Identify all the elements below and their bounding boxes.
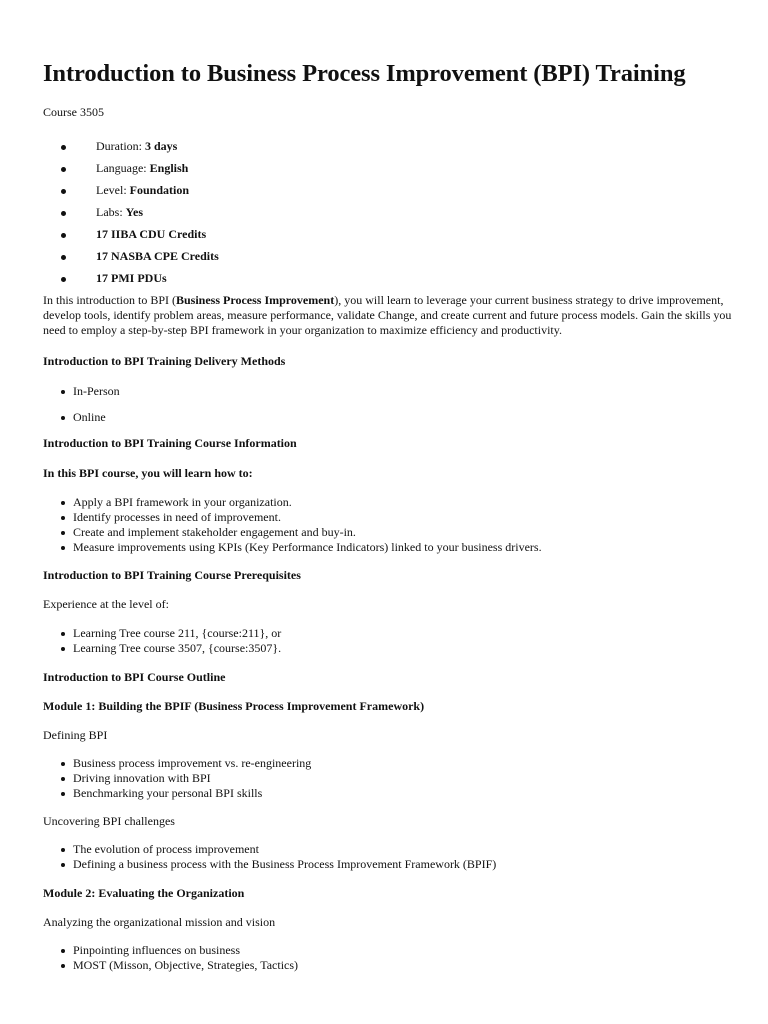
list-item: The evolution of process improvement (43, 842, 733, 857)
meta-duration: Duration: 3 days (43, 139, 733, 154)
learn-heading: In this BPI course, you will learn how to: (43, 466, 253, 480)
module-2-list-1 (43, 943, 733, 973)
list-item: MOST (Misson, Objective, Strategies, Tactics) (43, 958, 733, 973)
list-item: Learning Tree course 3507, {course:3507}. (43, 641, 733, 656)
meta-labs: Labs: Yes (43, 205, 733, 220)
prereq-intro: Experience at the level of: (43, 597, 169, 611)
list-item: Identify processes in need of improvement. (43, 510, 733, 525)
meta-pmi-pdus: 17 PMI PDUs (43, 271, 733, 286)
list-item: Defining a business process with the Business Process Improvement Framework (BPIF) (43, 857, 733, 872)
list-item: Measure improvements using KPIs (Key Performance Indicators) linked to your business drivers. (43, 540, 733, 555)
meta-iiba-credits: 17 IIBA CDU Credits (43, 227, 733, 242)
delivery-heading: Introduction to BPI Training Delivery Methods (43, 354, 286, 368)
list-item: Business process improvement vs. re-engineering (43, 756, 733, 771)
module-1-list-2 (43, 842, 733, 872)
meta-nasba-credits: 17 NASBA CPE Credits (43, 249, 733, 264)
list-item: In-Person (43, 384, 733, 399)
meta-level: Level: Foundation (43, 183, 733, 198)
module-2-heading: Module 2: Evaluating the Organization (43, 886, 245, 900)
module-1-list-1 (43, 756, 733, 801)
list-item: Online (43, 410, 733, 425)
module-1-subheading-1: Defining BPI (43, 728, 108, 742)
list-item: Apply a BPI framework in your organization. (43, 495, 733, 510)
module-1-subheading-2: Uncovering BPI challenges (43, 814, 175, 828)
course-meta-list (43, 139, 733, 286)
module-1-heading: Module 1: Building the BPIF (Business Process Improvement Framework) (43, 699, 425, 713)
course-info-heading: Introduction to BPI Training Course Information (43, 436, 297, 450)
document-page (43, 58, 733, 973)
module-2-subheading-1: Analyzing the organizational mission and vision (43, 915, 276, 929)
page-title: Introduction to Business Process Improvement (BPI) Training (43, 60, 686, 87)
delivery-list (43, 384, 733, 425)
intro-paragraph: In this introduction to BPI (Business Process Improvement), you will learn to leverage your current business strategy to drive improvement, develop tools, identify problem areas, measure performance, validate Change, and create current and future process models. Gain the skills you need to employ a step-by-step BPI framework in your organization to maximize efficiency and productivity. (43, 293, 732, 337)
learn-list (43, 495, 733, 555)
outline-heading: Introduction to BPI Course Outline (43, 670, 226, 684)
list-item: Pinpointing influences on business (43, 943, 733, 958)
list-item: Learning Tree course 211, {course:211}, or (43, 626, 733, 641)
list-item: Driving innovation with BPI (43, 771, 733, 786)
meta-language: Language: English (43, 161, 733, 176)
prereq-heading: Introduction to BPI Training Course Prerequisites (43, 568, 301, 582)
list-item: Benchmarking your personal BPI skills (43, 786, 733, 801)
list-item: Create and implement stakeholder engagement and buy-in. (43, 525, 733, 540)
prereq-list (43, 626, 733, 656)
course-number: Course 3505 (43, 105, 104, 119)
